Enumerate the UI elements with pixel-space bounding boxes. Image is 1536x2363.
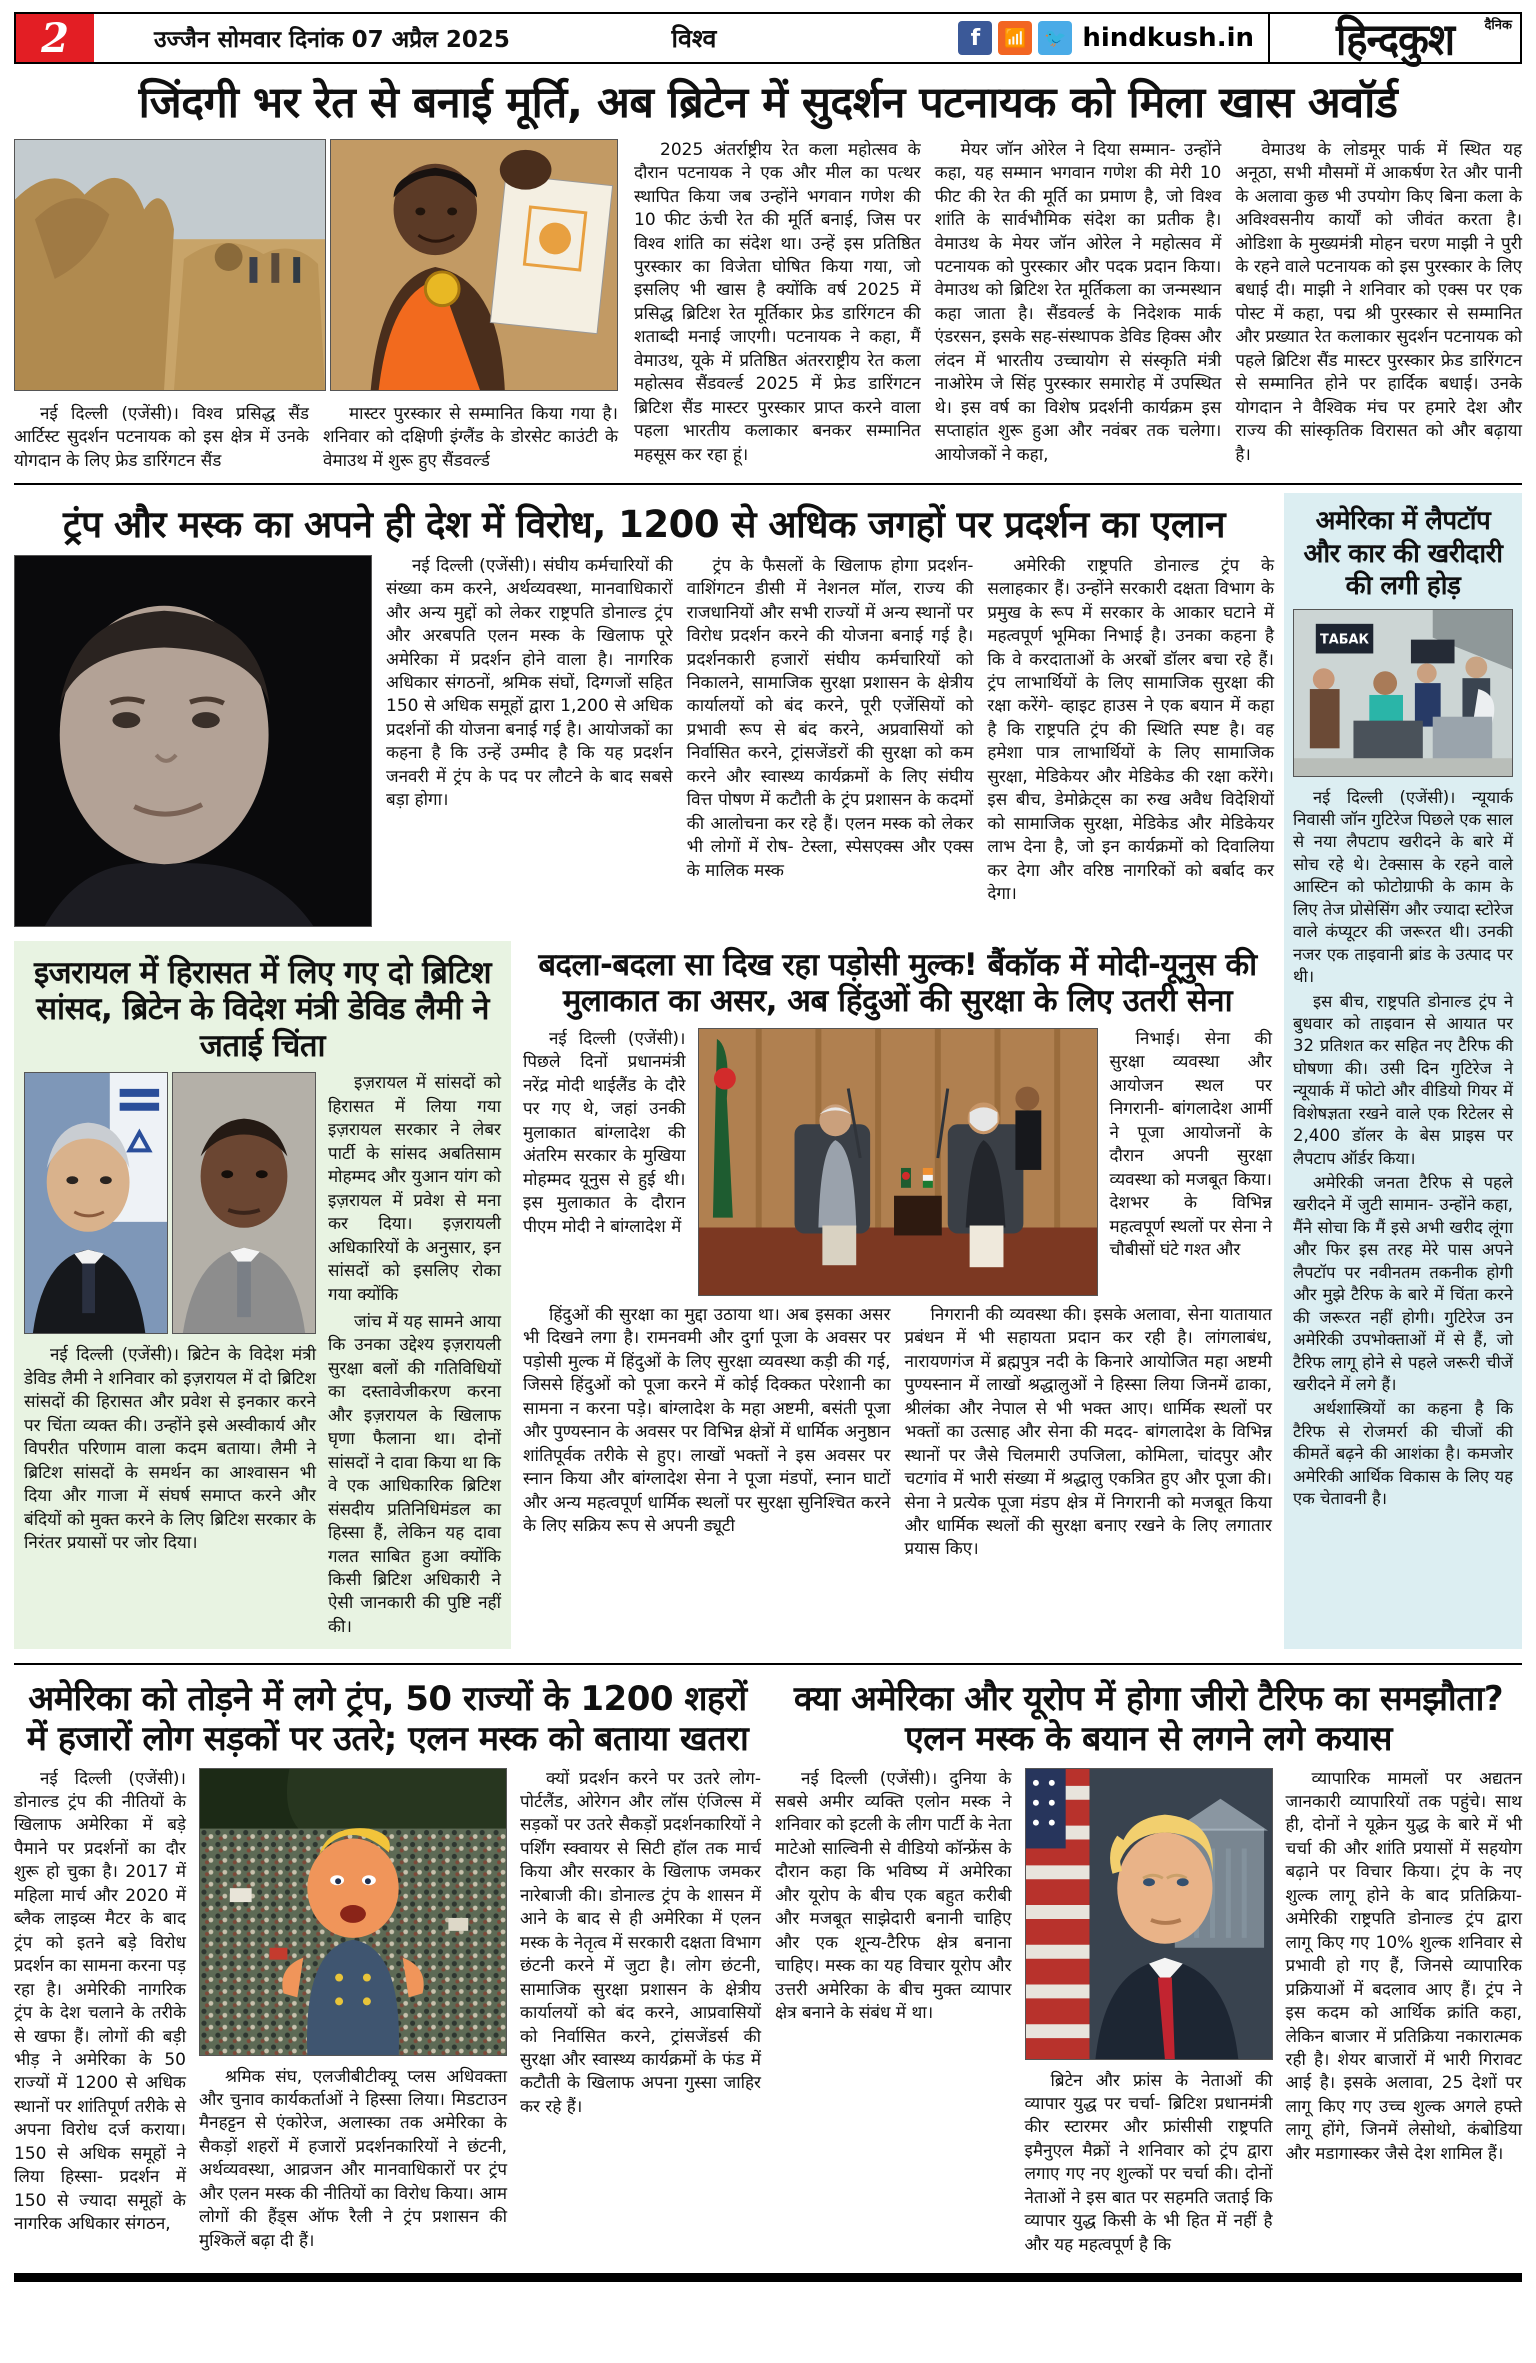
laptop-rush-para1: नई दिल्ली (एजेंसी)। न्यूयार्क निवासी जॉन गुटिरेज पिछले एक साल से नया लैपटाप खरीदने के बारे में सोच रहे थे। टेक्सास के रहने वाले आस्टिन को फोटोग्राफी के काम के लिए तेज प्रोसेसिंग और ज्यादा स्टोरेज वाले कंप्यूटर की जरूरत थी। उनकी नजर एक ताइवानी ब्रांड के उत्पाद पर थी। — [1293, 787, 1513, 987]
page-header — [14, 12, 1522, 64]
header-social-strip — [774, 14, 1268, 62]
trump-musk-col3: अमेरिकी राष्ट्रपति डोनाल्ड ट्रंप के सलाहकार हैं। उन्होंने सरकारी दक्षता विभाग के प्रमुख के रूप में सरकार के आकार घटाने में महत्वपूर्ण भूमिका निभाई है। उनका कहना है कि वे करदाताओं के अरबों डॉलर बचा रहे हैं। ट्रंप लाभार्थियों के लिए सामाजिक सुरक्षा की रक्षा करेंगे- व्हाइट हाउस ने एक बयान में कहा है कि राष्ट्रपति ट्रंप की स्थिति स्पष्ट है। वह हमेशा पात्र लाभार्थियों के लिए सामाजिक सुरक्षा, मेडिकेयर और मेडिकेड की रक्षा करेंगे। इस बीच, डेमोक्रेट्स का रुख अवैध विदेशियों को सामाजिक सुरक्षा, मेडिकेड और मेडिकेयर लाभ देना है, जो इन कार्यक्रमों को दिवालिया कर देगा और वरिष्ठ नागरिकों को बर्बाद कर देगा। — [987, 555, 1275, 905]
us-protests-headline: अमेरिका को तोड़ने में लगे ट्रंप, 50 राज्यों के 1200 शहरों में हजारों लोग सड़कों पर उतरे; एलन मस्क को बताया खतरा — [26, 1679, 749, 1760]
masthead-title: हिन्दकुश — [1335, 14, 1455, 66]
article-israel-mps — [14, 941, 511, 1650]
patnaik-medal-photo — [330, 139, 618, 391]
masthead — [1268, 14, 1520, 66]
modi-yunus-meeting-photo — [698, 1028, 1098, 1296]
section-title: विश्व — [671, 24, 717, 53]
sand-award-caption-col2: मास्टर पुरस्कार से सम्मानित किया गया है। शनिवार को दक्षिणी इंग्लैंड के डोरसेट काउंटी के वेमाउथ में शुरू हुए सैंडवर्ल्ड — [323, 403, 618, 471]
trump-musk-headline: ट्रंप और मस्क का अपने ही देश में विरोध, 1200 से अधिक जगहों पर प्रदर्शन का एलान — [62, 503, 1226, 547]
laptop-rush-headline: अमेरिका में लैपटॉप और कार की खरीदारी की लगी होड़ — [1303, 506, 1503, 602]
zero-tariff-headline: क्या अमेरिका और यूरोप में होगा जीरो टैरिफ का समझौता? एलन मस्क के बयान से लगने लगे कयास — [793, 1679, 1504, 1760]
david-lammy-photo — [172, 1072, 316, 1334]
modi-yunus-bottom-col2: निगरानी की व्यवस्था की। इसके अलावा, सेना यातायात प्रबंधन में भी सहायता प्रदान कर रही है। लांगलाबंध, नारायणगंज में ब्रह्मपुत्र नदी के किनारे आयोजित महा अष्टमी पुण्यस्नान में लाखों श्रद्धालुओं ने हिस्सा लिया जिनमें ढाका, श्रीलंका और नेपाल से भी भक्त आए। धार्मिक स्थलों पर भक्तों का उत्साह और सेना की मदद- बांगलादेश के विभिन्न स्थानों पर जैसे चिलमारी उपजिला, कोमिला, चांदपुर और चटगांव में भारी संख्या में श्रद्धालु एकत्रित हुए और पूजा की। सेना ने प्रत्येक पूजा मंडप क्षेत्र में निगरानी को मजबूत किया और धार्मिक स्थलों की सुरक्षा बनाए रखने के लिए लगातार प्रयास किए। — [904, 1304, 1272, 1560]
us-protests-col1: नई दिल्ली (एजेंसी)। डोनाल्ड ट्रंप की नीतियों के खिलाफ अमेरिका में बड़े पैमाने पर प्रदर्शनों का दौर शुरू हो चुका है। 2017 में महिला मार्च और 2020 में ब्लैक लाइव्स मैटर के बाद ट्रंप को इतने बड़े विरोध प्रदर्शन का सामना करना पड़ रहा है। अमेरिकी नागरिक ट्रंप के देश चलाने के तरीके से खफा हैं। लोगों की बड़ी भीड़ ने अमेरिका के 50 राज्यों में 1200 से अधिक स्थानों पर शांतिपूर्ण तरीके से अपना विरोध दर्ज कराया। 150 से अधिक समूहों ने लिया हिस्सा- प्रदर्शन में 150 से ज्यादा समूहों के नागरिक अधिकार संगठन, — [14, 1768, 186, 2235]
article-us-protests — [14, 1669, 761, 2257]
elon-musk-photo — [14, 555, 372, 927]
laptop-rush-para3: अमेरिकी जनता टैरिफ से पहले खरीदने में जुटी सामान- उन्होंने कहा, मैंने सोचा कि मैं इसे अभी खरीद लूंगा और फिर इस तरह मेरे पास अपने लैपटॉप पर नवीनतम तकनीक होगी और मुझे टैरिफ के बारे में चिंता करने की जरूरत नहीं होगी। गुटिरेज उन अमेरिकी उपभोक्ताओं में से हैं, जो टैरिफ लागू होने से पहले जरूरी चीजें खरीदने में लगे हैं। — [1293, 1173, 1513, 1394]
zero-tariff-col-mid: ब्रिटेन और फ्रांस के नेताओं की व्यापार युद्ध पर चर्चा- ब्रिटिश प्रधानमंत्री कीर स्टारमर और फ्रांसीसी राष्ट्रपति इमैनुएल मैक्रों ने शनिवार को ट्रंप द्वारा लगाए गए नए शुल्कों पर चर्चा की। दोनों नेताओं ने इस बात पर सहमति जताई कि व्यापार युद्ध किसी के भी हित में नहीं है और यह महत्वपूर्ण है कि — [1024, 2070, 1273, 2255]
sand-award-caption-col1: नई दिल्ली (एजेंसी)। विश्व प्रसिद्ध सैंड आर्टिस्ट सुदर्शन पटनायक को इस क्षेत्र में उनके योगदान के लिए फ्रेड डारिंगटन सैंड — [14, 403, 309, 471]
sand-award-col4: वेमाउथ के लोडमूर पार्क में स्थित यह अनूठा, सभी मौसमों में आकर्षण रेत और पानी के अलावा कुछ भी उपयोग किए बिना कला के अविश्वसनीय कार्यों को जीवंत करता है। ओडिशा के मुख्यमंत्री मोहन चरण माझी ने पुरी के रहने वाले पटनायक को इस पुरस्कार के लिए बधाई दी। माझी ने शनिवार को एक्स पर एक पोस्ट में कहा, पद्म श्री पुरस्कार से सम्मानित और प्रख्यात रेत कलाकार सुदर्शन पटनायक को पहले ब्रिटिश सैंड मास्टर पुरस्कार फ्रेड डारिंगटन से सम्मानित होने पर हार्दिक बधाई। उनके योगदान ने वैश्विक मंच पर हमारे देश और राज्य की सांस्कृतिक विरासत को और बढ़ाया है। — [1235, 139, 1523, 465]
laptop-rush-para2: इस बीच, राष्ट्रपति डोनाल्ड ट्रंप ने बुधवार को ताइवान से आयात पर 32 प्रतिशत कर सहित नए टैरिफ की घोषणा की। उसी दिन गुटिरेज ने न्यूयार्क में फोटो और वीडियो गियर में विशेषज्ञता रखने वाले एक रिटेलर से 2,400 डॉलर के बेस प्राइस पर लैपटाप ऑर्डर किया। — [1293, 991, 1513, 1168]
modi-yunus-headline: बदला-बदला सा दिख रहा पड़ोसी मुल्क! बैंकॉक में मोदी-यूनुस की मुलाकात का असर, अब हिंदुओं की सुरक्षा के लिए उतरी सेना — [538, 946, 1257, 1020]
article-zero-tariff — [775, 1669, 1522, 2257]
shop-sign-text: ТАБАК — [1320, 632, 1370, 648]
sand-award-col3: मेयर जॉन ओरेल ने दिया सम्मान- उन्होंने कहा, यह सम्मान भगवान गणेश की मेरी 10 फीट की रेत की मूर्ति का प्रमाण है, जो विश्व शांति के सार्वभौमिक संदेश का प्रतीक है। वेमाउथ के मेयर जॉन ओरेल ने महोत्सव में पटनायक को पुरस्कार और पदक प्रदान किया। वेमाउथ को ब्रिटिश रेत मूर्तिकला का जन्मस्थान कहा जाता है। सैंडवर्ल्ड के निदेशक मार्क एंडरसन, इसके सह-संस्थापक डेविड हिक्स और लंदन में भारतीय उच्चायोग से संस्कृति मंत्री नाओरेम जे सिंह पुरस्कार समारोह में उपस्थित थे। इस वर्ष का विशेष प्रदर्शनी कार्यक्रम इस सप्ताहांत शुरू हुआ और नवंबर तक चलेगा। आयोजकों ने कहा, — [934, 139, 1222, 465]
laptop-rush-para4: अर्थशास्त्रियों का कहना है कि टैरिफ से रोजमर्रा की चीजों की कीमतें बढ़ने की आशंका है। कमजोर अमेरिकी आर्थिक विकास के लिए यह एक चेतावनी है। — [1293, 1399, 1513, 1509]
zero-tariff-col1: नई दिल्ली (एजेंसी)। दुनिया के सबसे अमीर व्यक्ति एलोन मस्क ने शनिवार को इटली के लीग पार्टी के नेता माटेओ साल्विनी से वीडियो कॉन्फ्रेंस के दौरान कहा कि भविष्य में अमेरिका और यूरोप के बीच एक बहुत करीबी और मजबूत साझेदारी बनानी चाहिए और एक शून्य-टैरिफ क्षेत्र बनाना चाहिए। मस्क का यह विचार यूरोप और उत्तरी अमेरिका के बीच मुक्त व्यापार क्षेत्र बनाने के संबंध में था। — [775, 1768, 1012, 2024]
article-trump-musk — [14, 503, 1274, 927]
modi-yunus-col-right: निभाई। सेना की सुरक्षा व्यवस्था और आयोजन स्थल पर निगरानी- बांगलादेश आर्मी ने पूजा आयोजनों के दौरान अपनी सुरक्षा व्यवस्था को मजबूत किया। देशभर के विभिन्न महत्वपूर्ण स्थलों पर सेना ने चौबीसों घंटे गश्त और — [1109, 1028, 1272, 1260]
sand-award-col2: 2025 अंतर्राष्ट्रीय रेत कला महोत्सव के दौरान पटनायक ने एक और मील का पत्थर स्थापित किया जब उन्होंने भगवान गणेश की 10 फीट ऊंची रेत की मूर्ति बनाई, जिस पर विश्व शांति का संदेश था। उन्हें इस प्रतिष्ठित पुरस्कार का विजेता घोषित किया गया, जो इसलिए भी खास है क्योंकि वर्ष 2025 में प्रसिद्ध ब्रिटिश रेत मूर्तिकार फ्रेड डारिंगटन की शताब्दी मनाई जाएगी। पटनायक ने कहा, मैं वेमाउथ, यूके में प्रतिष्ठित अंतरराष्ट्रीय रेत कला महोत्सव सैंडवर्ल्ड 2025 में फ्रेड डारिंगटन ब्रिटिश सैंड मास्टर पुरस्कार प्राप्त करने वाला पहला भारतीय कलाकार बनकर सम्मानित महसूस कर रहा हूं। — [634, 139, 921, 465]
store-checkout-photo — [1293, 609, 1513, 777]
twitter-icon: 🐦 — [1038, 21, 1072, 55]
modi-yunus-col-left: नई दिल्ली (एजेंसी)। पिछले दिनों प्रधानमंत्री नरेंद्र मोदी थाईलैंड के दौरे पर गए थे, जहां उनकी मुलाकात बांग्लादेश की अंतरिम सरकार के मुखिया मोहम्मद यूनुस से हुई थी। इस मुलाकात के दौरान पीएम मोदी ने बांग्लादेश में — [523, 1028, 686, 1237]
dateline: उज्जैन सोमवार दिनांक 07 अप्रैल 2025 — [154, 27, 510, 53]
trump-musk-col1: नई दिल्ली (एजेंसी)। संघीय कर्मचारियों की संख्या कम करने, अर्थव्यवस्था, मानवाधिकारों और अन्य मुद्दों को लेकर राष्ट्रपति डोनाल्ड ट्रंप और अरबपति एलन मस्क के खिलाफ पूरे अमेरिका में प्रदर्शन होने वाला है। नागरिक अधिकार संगठनों, श्रमिक संघों, दिग्गजों सहित 150 से अधिक समूहों द्वारा 1,200 से अधिक प्रदर्शनों की योजना बनाई गई है। आयोजकों का कहना है कि उन्हें उम्मीद है कि यह प्रदर्शन जनवरी में ट्रंप के पद पर लौटने के बाद सबसे बड़ा होगा। — [386, 555, 673, 811]
trump-portrait-photo — [1025, 1768, 1273, 2060]
us-protests-col2: श्रमिक संघ, एलजीबीटीक्यू प्लस अधिवक्ता और चुनाव कार्यकर्ताओं ने हिस्सा लिया। मिडटाउन मैनहट्टन से एंकोरेज, अलास्का तक अमेरिका के सैकड़ों शहरों में हजारों प्रदर्शनकारियों ने छंटनी, अर्थव्यवस्था, आव्रजन और मानवाधिकारों पर ट्रंप और एलन मस्क की नीतियों का विरोध किया। आम लोगों की हैंड्स ऑफ रैली ने ट्रंप प्रशासन की मुश्किलें बढ़ा दी हैं। — [199, 2066, 507, 2251]
israel-col-right-bottom: जांच में यह सामने आया कि उनका उद्देश्य इज़रायली सुरक्षा बलों की गतिविधियों का दस्तावेजीकरण करना और इज़रायल के खिलाफ घृणा फैलाना था। दोनों सांसदों ने दावा किया था कि वे एक आधिकारिक ब्रिटिश संसदीय प्रतिनिधिमंडल का हिस्सा हैं, लेकिन यह दावा गलत साबित हुआ क्योंकि किसी ब्रिटिश अधिकारी ने ऐसी जानकारी की पुष्टि नहीं की। — [328, 1312, 501, 1637]
modi-yunus-bottom-col1: हिंदुओं की सुरक्षा का मुद्दा उठाया था। अब इसका असर भी दिखने लगा है। रामनवमी और दुर्गा पूजा के अवसर पर पड़ोसी मुल्क में हिंदुओं के लिए सुरक्षा व्यवस्था कड़ी की गई, जिससे हिंदुओं को पूजा करने में कोई दिक्कत परेशानी का सामना न करना पड़े। बांग्लादेश के महा अष्टमी, बसंती पूजा और पुण्यस्नान के अवसर पर विभिन्न क्षेत्रों में धार्मिक अनुष्ठान शांतिपूर्वक तरीके से हुए। लाखों भक्तों ने इस अवसर पर स्नान किया और बांग्लादेश सेना ने पूजा मंडपों, स्नान घाटों और अन्य महत्वपूर्ण धार्मिक स्थलों पर सुरक्षा सुनिश्चित करने के लिए सक्रिय रूप से अपनी ड्यूटी — [523, 1304, 891, 1536]
sand-award-headline: जिंदगी भर रेत से बनाई मूर्ति, अब ब्रिटेन में सुदर्शन पटनायक को मिला खास अवॉर्ड — [138, 78, 1398, 128]
rss-icon: 📶 — [998, 21, 1032, 55]
page-footer-rule — [14, 2273, 1522, 2282]
protest-crowd-photo — [199, 1768, 507, 2056]
netanyahu-photo — [24, 1072, 168, 1334]
article-modi-yunus — [521, 941, 1274, 1650]
trump-musk-col2: ट्रंप के फैसलों के खिलाफ होगा प्रदर्शन- वाशिंगटन डीसी में नेशनल मॉल, राज्य की राजधानियों और सभी राज्यों में अन्य स्थानों पर विरोध प्रदर्शन करने की योजना बनाई गई है। प्रदर्शनकारी हजारों संघीय कर्मचारियों को निकालने, सामाजिक सुरक्षा प्रशासन के क्षेत्रीय कार्यालयों को बंद करने, पूरी एजेंसियों को प्रभावी रूप से बंद करने, अप्रवासियों को निर्वासित करने, ट्रांसजेंडरों की सुरक्षा को कम करने और स्वास्थ्य कार्यक्रमों के लिए संघीय वित्त पोषण में कटौती के ट्रंप प्रशासन के कदमों की आलोचना कर रहे हैं। एलन मस्क को लेकर भी लोगों में रोष- टेस्ला, स्पेसएक्स और एक्स के मालिक मस्क — [686, 555, 974, 881]
article-sand-award — [14, 78, 1522, 473]
website-url: hindkush.in — [1082, 23, 1254, 53]
zero-tariff-col3: व्यापारिक मामलों पर अद्यतन जानकारी व्यापारियों तक पहुंचे। साथ ही, दोनों ने यूक्रेन युद्ध के बारे में भी चर्चा की और शांति प्रयासों में सहयोग बढ़ाने पर विचार किया। ट्रंप के नए शुल्क लागू होने के बाद प्रतिक्रिया- अमेरिकी राष्ट्रपति डोनाल्ड ट्रंप द्वारा लागू किए गए 10% शुल्क शनिवार से प्रभावी हो गए हैं, जिनसे व्यापारिक प्रक्रियाओं में बदलाव आए हैं। ट्रंप ने इस कदम को आर्थिक क्रांति कहा, लेकिन बाजार में प्रतिक्रिया नकारात्मक रही है। शेयर बाजारों में भारी गिरावट आई है। इसके अलावा, 25 देशों पर लागू किए गए उच्च शुल्क अगले हफ्ते लागू होंगे, जिनमें लेसोथो, कंबोडिया और मडागास्कर जैसे देश शामिल हैं। — [1285, 1768, 1522, 2164]
facebook-icon: f — [958, 21, 992, 55]
israel-mps-headline: इजरायल में हिरासत में लिए गए दो ब्रिटिश सांसद, ब्रिटेन के विदेश मंत्री डेविड लैमी ने जताई चिंता — [33, 954, 492, 1064]
us-protests-col3: क्यों प्रदर्शन करने पर उतरे लोग- पोर्टलैंड, ओरेगन और लॉस एंजिल्स में सड़कों पर उतरे सैकड़ों प्रदर्शनकारियों ने पर्शिंग स्क्वायर से सिटी हॉल तक मार्च किया और सरकार के खिलाफ जमकर नारेबाजी की। डोनाल्ड ट्रंप के शासन में आने के बाद से ही अमेरिका में एलन मस्क के नेतृत्व में सरकारी दक्षता विभाग छंटनी करने में जुटा है। लोग छंटनी, सामाजिक सुरक्षा प्रशासन के क्षेत्रीय कार्यालयों को बंद करने, आप्रवासियों को निर्वासित करने, ट्रांसजेंडर्स की सुरक्षा और स्वास्थ्य कार्यक्रमों के फंड में कटौती के खिलाफ अपना गुस्सा जाहिर कर रहे हैं। — [520, 1768, 761, 2117]
masthead-daily-label: दैनिक — [1484, 18, 1512, 33]
article-laptop-rush — [1284, 493, 1522, 1649]
page-number: 2 — [16, 14, 94, 62]
israel-col-right-top: इज़रायल में सांसदों को हिरासत में लिया गया इज़रायल सरकार ने लेबर पार्टी के सांसद अबतिसाम मोहम्मद और युआन यांग को इज़रायल में प्रवेश से मना कर दिया। इज़रायली अधिकारियों के अनुसार, इन सांसदों को इसलिए रोका गया क्योंकि — [328, 1073, 501, 1305]
section-divider — [14, 483, 1522, 485]
israel-col-left: नई दिल्ली (एजेंसी)। ब्रिटेन के विदेश मंत्री डेविड लैमी ने शनिवार को इज़रायल में दो ब्रिटिश सांसदों की हिरासत और प्रवेश से इनकार करने पर चिंता व्यक्त की। उन्होंने इसे अस्वीकार्य और विपरीत परिणाम वाला कदम बताया। लैमी ने ब्रिटिश सांसदों के समर्थन का आश्वासन भी दिया और गाजा में संघर्ष समाप्त करने और बंदियों को मुक्त करने के लिए ब्रिटिश सरकार के निरंतर प्रयासों पर जोर दिया। — [24, 1345, 316, 1554]
sand-sculpture-photo — [14, 139, 326, 391]
